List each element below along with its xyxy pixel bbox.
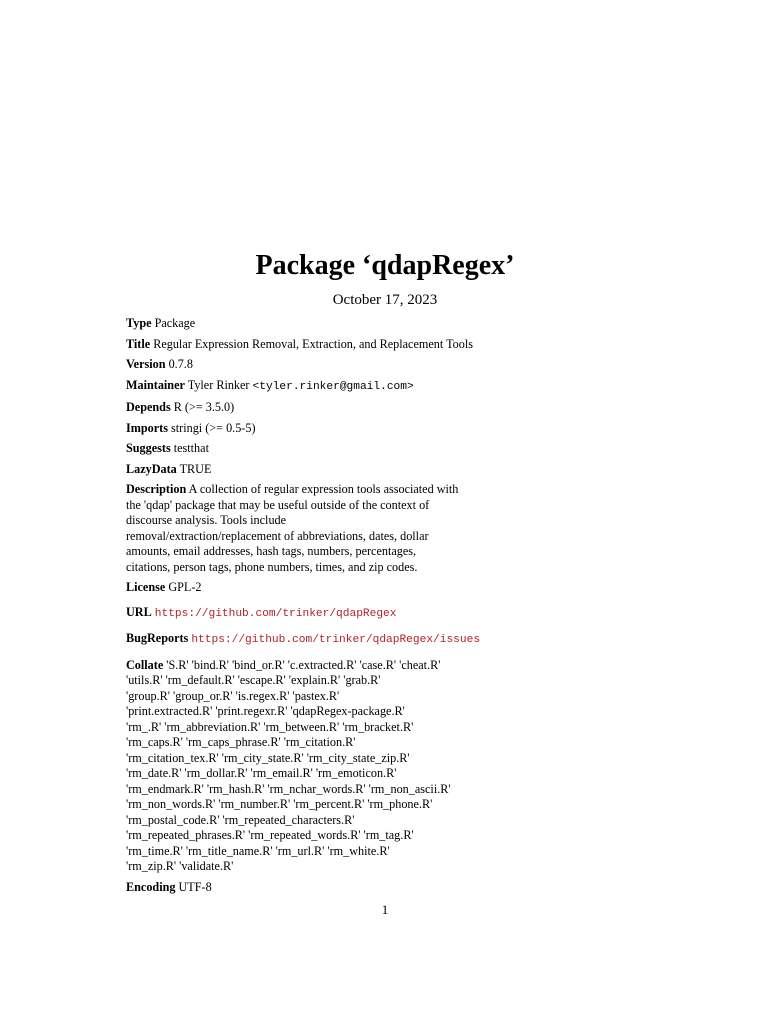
field-key: BugReports	[126, 631, 189, 645]
field-key: LazyData	[126, 461, 177, 476]
field-value: R (>= 3.5.0)	[173, 400, 235, 414]
field-value: TRUE	[179, 461, 212, 476]
page-number: 1	[381, 902, 389, 917]
field-description	[126, 482, 506, 575]
collate-line: 'S.R' 'bind.R' 'bind_or.R' 'c.extracted.R' 'case.R' 'cheat.R'	[166, 657, 441, 672]
collate-line: 'rm_citation_tex.R' 'rm_city_state.R' 'rm_city_state_zip.R'	[126, 750, 410, 765]
field-key: Description	[126, 482, 187, 496]
field-value: testthat	[173, 441, 209, 455]
field-maintainer	[126, 378, 506, 396]
field-key: Type	[126, 316, 152, 330]
collate-line: 'rm_.R' 'rm_abbreviation.R' 'rm_between.R' 'rm_bracket.R'	[126, 719, 414, 734]
field-bugreports	[126, 631, 506, 649]
field-depends	[126, 400, 506, 416]
url-link[interactable]: https://github.com/trinker/qdapRegex	[154, 607, 397, 620]
field-key: License	[126, 580, 166, 594]
description-line: citations, person tags, phone numbers, times, and zip codes.	[126, 559, 418, 574]
field-lazydata	[126, 462, 506, 478]
field-suggests	[126, 441, 506, 457]
field-title	[126, 337, 506, 353]
description-line: amounts, email addresses, hash tags, numbers, percentages,	[126, 544, 417, 558]
field-imports	[126, 421, 506, 437]
collate-line: 'rm_date.R' 'rm_dollar.R' 'rm_email.R' 'rm_emoticon.R'	[126, 766, 397, 780]
field-value: UTF-8	[178, 879, 212, 894]
document-title: Package ‘qdapRegex’	[255, 250, 515, 281]
collate-line: 'rm_non_words.R' 'rm_number.R' 'rm_percent.R' 'rm_phone.R'	[126, 797, 433, 811]
field-license	[126, 580, 506, 596]
bugreports-link[interactable]: https://github.com/trinker/qdapRegex/issues	[191, 634, 481, 646]
description-line: A collection of regular expression tools associated with	[188, 482, 459, 496]
field-encoding	[126, 880, 506, 896]
field-value: stringi (>= 0.5-5)	[171, 420, 256, 435]
collate-line: 'rm_repeated_phrases.R' 'rm_repeated_words.R' 'rm_tag.R'	[126, 828, 414, 842]
field-value: 0.7.8	[168, 357, 193, 371]
collate-line: 'print.extracted.R' 'print.regexr.R' 'qdapRegex-package.R'	[126, 704, 405, 718]
description-fields	[126, 316, 506, 900]
field-key: Version	[126, 357, 166, 371]
field-value: GPL-2	[168, 580, 202, 594]
field-key: Title	[126, 336, 151, 351]
maintainer-email: <tyler.rinker@gmail.com>	[252, 380, 414, 393]
field-key: Suggests	[126, 441, 171, 455]
description-line: removal/extraction/replacement of abbreviations, dates, dollar	[126, 528, 429, 543]
field-value: Package	[154, 316, 196, 330]
maintainer-name: Tyler Rinker	[187, 377, 250, 392]
field-collate	[126, 658, 506, 875]
field-key: Collate	[126, 657, 164, 672]
collate-line: 'rm_endmark.R' 'rm_hash.R' 'rm_nchar_words.R' 'rm_non_ascii.R'	[126, 781, 451, 796]
collate-line: 'rm_zip.R' 'validate.R'	[126, 859, 234, 873]
collate-line: 'rm_caps.R' 'rm_caps_phrase.R' 'rm_citation.R'	[126, 735, 356, 749]
collate-line: 'rm_postal_code.R' 'rm_repeated_characters.R'	[126, 812, 355, 827]
field-version	[126, 357, 506, 373]
description-line: discourse analysis. Tools include	[126, 513, 287, 527]
collate-line: 'group.R' 'group_or.R' 'is.regex.R' 'pastex.R'	[126, 688, 340, 703]
document-date: October 17, 2023	[332, 292, 438, 308]
field-key: Imports	[126, 420, 168, 435]
field-key: Depends	[126, 400, 171, 414]
field-value: Regular Expression Removal, Extraction, and Replacement Tools	[153, 336, 473, 351]
collate-line: 'utils.R' 'rm_default.R' 'escape.R' 'explain.R' 'grab.R'	[126, 673, 381, 687]
field-key: URL	[126, 604, 152, 619]
field-url	[126, 605, 506, 623]
field-key: Maintainer	[126, 377, 185, 392]
field-key: Encoding	[126, 879, 176, 894]
description-line: the 'qdap' package that may be useful outside of the context of	[126, 497, 430, 512]
field-type	[126, 316, 506, 332]
collate-line: 'rm_time.R' 'rm_title_name.R' 'rm_url.R' 'rm_white.R'	[126, 843, 390, 858]
